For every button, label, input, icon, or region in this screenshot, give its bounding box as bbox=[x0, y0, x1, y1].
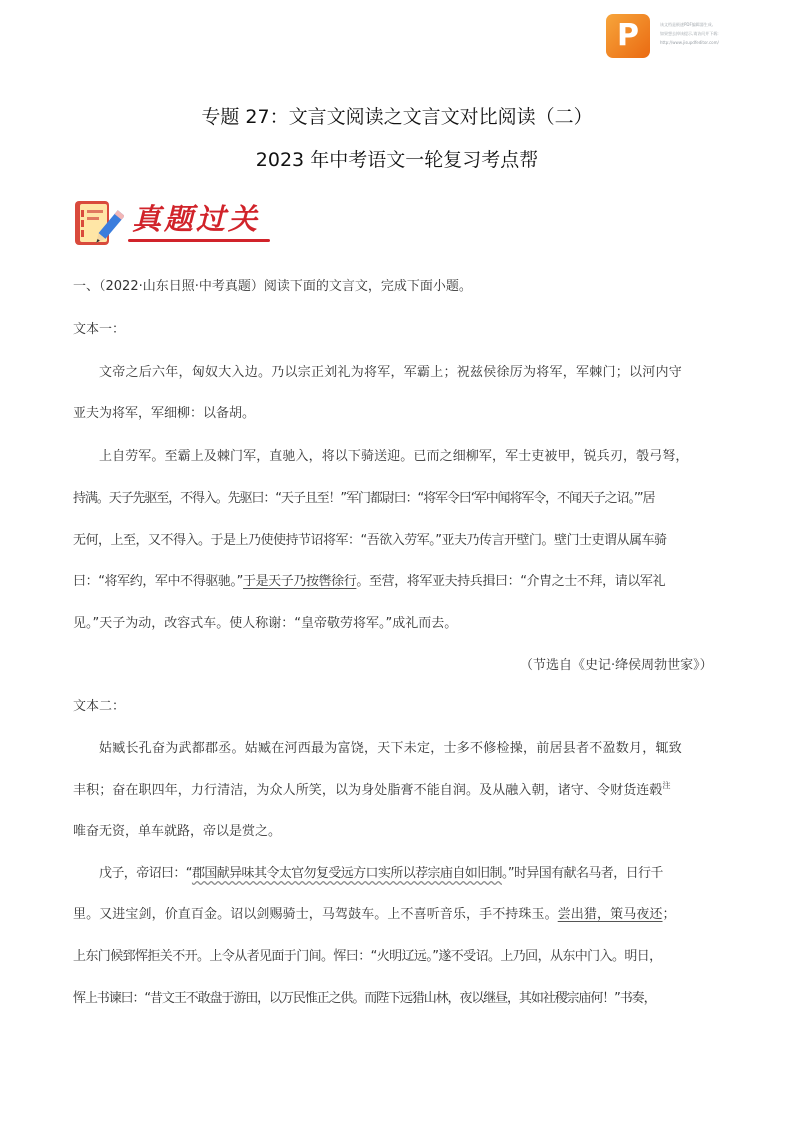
banner-title: 真题过关 bbox=[132, 202, 261, 236]
text1-p2-line: 见。”天子为动，改容式车。使人称谢：“皇帝敬劳将军。”成礼而去。 bbox=[73, 616, 458, 631]
text2-p1-line bbox=[73, 779, 671, 798]
text2-p1-line-text: 丰积；奋在职四年，力行清洁，为众人所笑，以为身处脂膏不能自润。及从融入朝，诸守、令财货连毂 bbox=[73, 783, 663, 798]
page-title: 专题 27：文言文阅读之文言文对比阅读（二） bbox=[201, 106, 593, 128]
question-intro: 一、（2022·山东日照·中考真题）阅读下面的文言文，完成下面小题。 bbox=[73, 279, 472, 294]
logo-caption-line: 该文档是极速PDF编辑器生成, bbox=[660, 22, 714, 27]
text1-p2-line-post: 。至营，将军亚夫持兵揖曰：“介胄之士不拜，请以军礼 bbox=[356, 574, 666, 589]
text1-source: （节选自《史记·绛侯周勃世家》） bbox=[520, 658, 713, 673]
text1-label: 文本一： bbox=[73, 322, 126, 337]
footnote-marker: 注 bbox=[662, 781, 671, 790]
page-subtitle: 2023 年中考语文一轮复习考点帮 bbox=[255, 149, 539, 171]
text2-p1-line: 唯奋无资，单车就路，帝以是赏之。 bbox=[73, 824, 282, 839]
text2-label: 文本二： bbox=[73, 699, 126, 714]
text1-p2-line bbox=[73, 570, 665, 589]
text2-p2-line: 上东门候郅恽拒关不开。上令从者见面于门间。恽曰：“火明辽远。”遂不受诏。上乃回，从东中门入。明日， bbox=[73, 949, 662, 964]
text1-p1-line: 文帝之后六年，匈奴大入边。乃以宗正刘礼为将军，军霸上；祝兹侯徐厉为将军，军棘门；以河内守 bbox=[99, 365, 683, 380]
underlined-sentence: 尝出猎，策马夜还 bbox=[557, 907, 663, 922]
text2-p2-line: 恽上书谏曰：“昔文王不敢盘于游田，以万民惟正之供。而陛下远猎山林，夜以继昼，其如社稷宗庙何！”书奏， bbox=[73, 991, 656, 1006]
text2-p2-line-pre: 戊子，帝诏曰：“ bbox=[99, 866, 192, 881]
banner-underline bbox=[128, 239, 270, 242]
text2-p2-line-post: 。”时异国有献名马者，日行千 bbox=[501, 866, 663, 881]
text1-p2-line-pre: 曰：“将军约，军中不得驱驰。” bbox=[73, 574, 243, 589]
text2-p2-line bbox=[99, 862, 663, 881]
text2-p2-line-pre: 里。又进宝剑，价直百金。诏以剑赐骑士，马驾鼓车。上不喜听音乐，手不持珠玉。 bbox=[73, 907, 558, 922]
text1-p2-line: 上自劳军。至霸上及棘门军，直驰入，将以下骑送迎。已而之细柳军，军士吏被甲，锐兵刃，彀弓弩， bbox=[99, 449, 689, 464]
text1-p2-line: 持满。天子先驱至，不得入。先驱曰：“天子且至！”军门都尉曰：“将军令曰‘军中闻将军令，不闻天子之诏。’”居 bbox=[73, 491, 655, 506]
app-logo bbox=[606, 14, 650, 58]
logo-letter: P bbox=[617, 18, 639, 53]
text2-p1-line: 姑臧长孔奋为武都郡丞。姑臧在河西最为富饶，天下未定，士多不修检操，前居县者不盈数月，辄致 bbox=[99, 741, 683, 756]
text1-p2-line: 无何，上至，又不得入。于是上乃使使持节诏将军：“吾欲入劳军。”亚夫乃传言开壁门。壁门士吏谓从属车骑 bbox=[73, 533, 667, 548]
wavy-underlined-sentence: 郡国献异味其令太官勿复受远方口实所以荐宗庙自如旧制 bbox=[191, 866, 502, 881]
text1-p1-line: 亚夫为将军，军细柳：以备胡。 bbox=[73, 406, 256, 421]
text2-p2-line bbox=[73, 903, 676, 922]
logo-caption-line: 如果想去掉该提示,请访问并下载: bbox=[660, 31, 719, 36]
logo-caption bbox=[660, 20, 790, 47]
text2-p2-line-post: ； bbox=[662, 907, 676, 922]
notebook-pencil-icon bbox=[72, 198, 124, 250]
logo-caption-line: http://www.jisupdfeditor.com/ bbox=[660, 40, 719, 45]
underlined-sentence: 于是天子乃按辔徐行 bbox=[242, 574, 357, 589]
